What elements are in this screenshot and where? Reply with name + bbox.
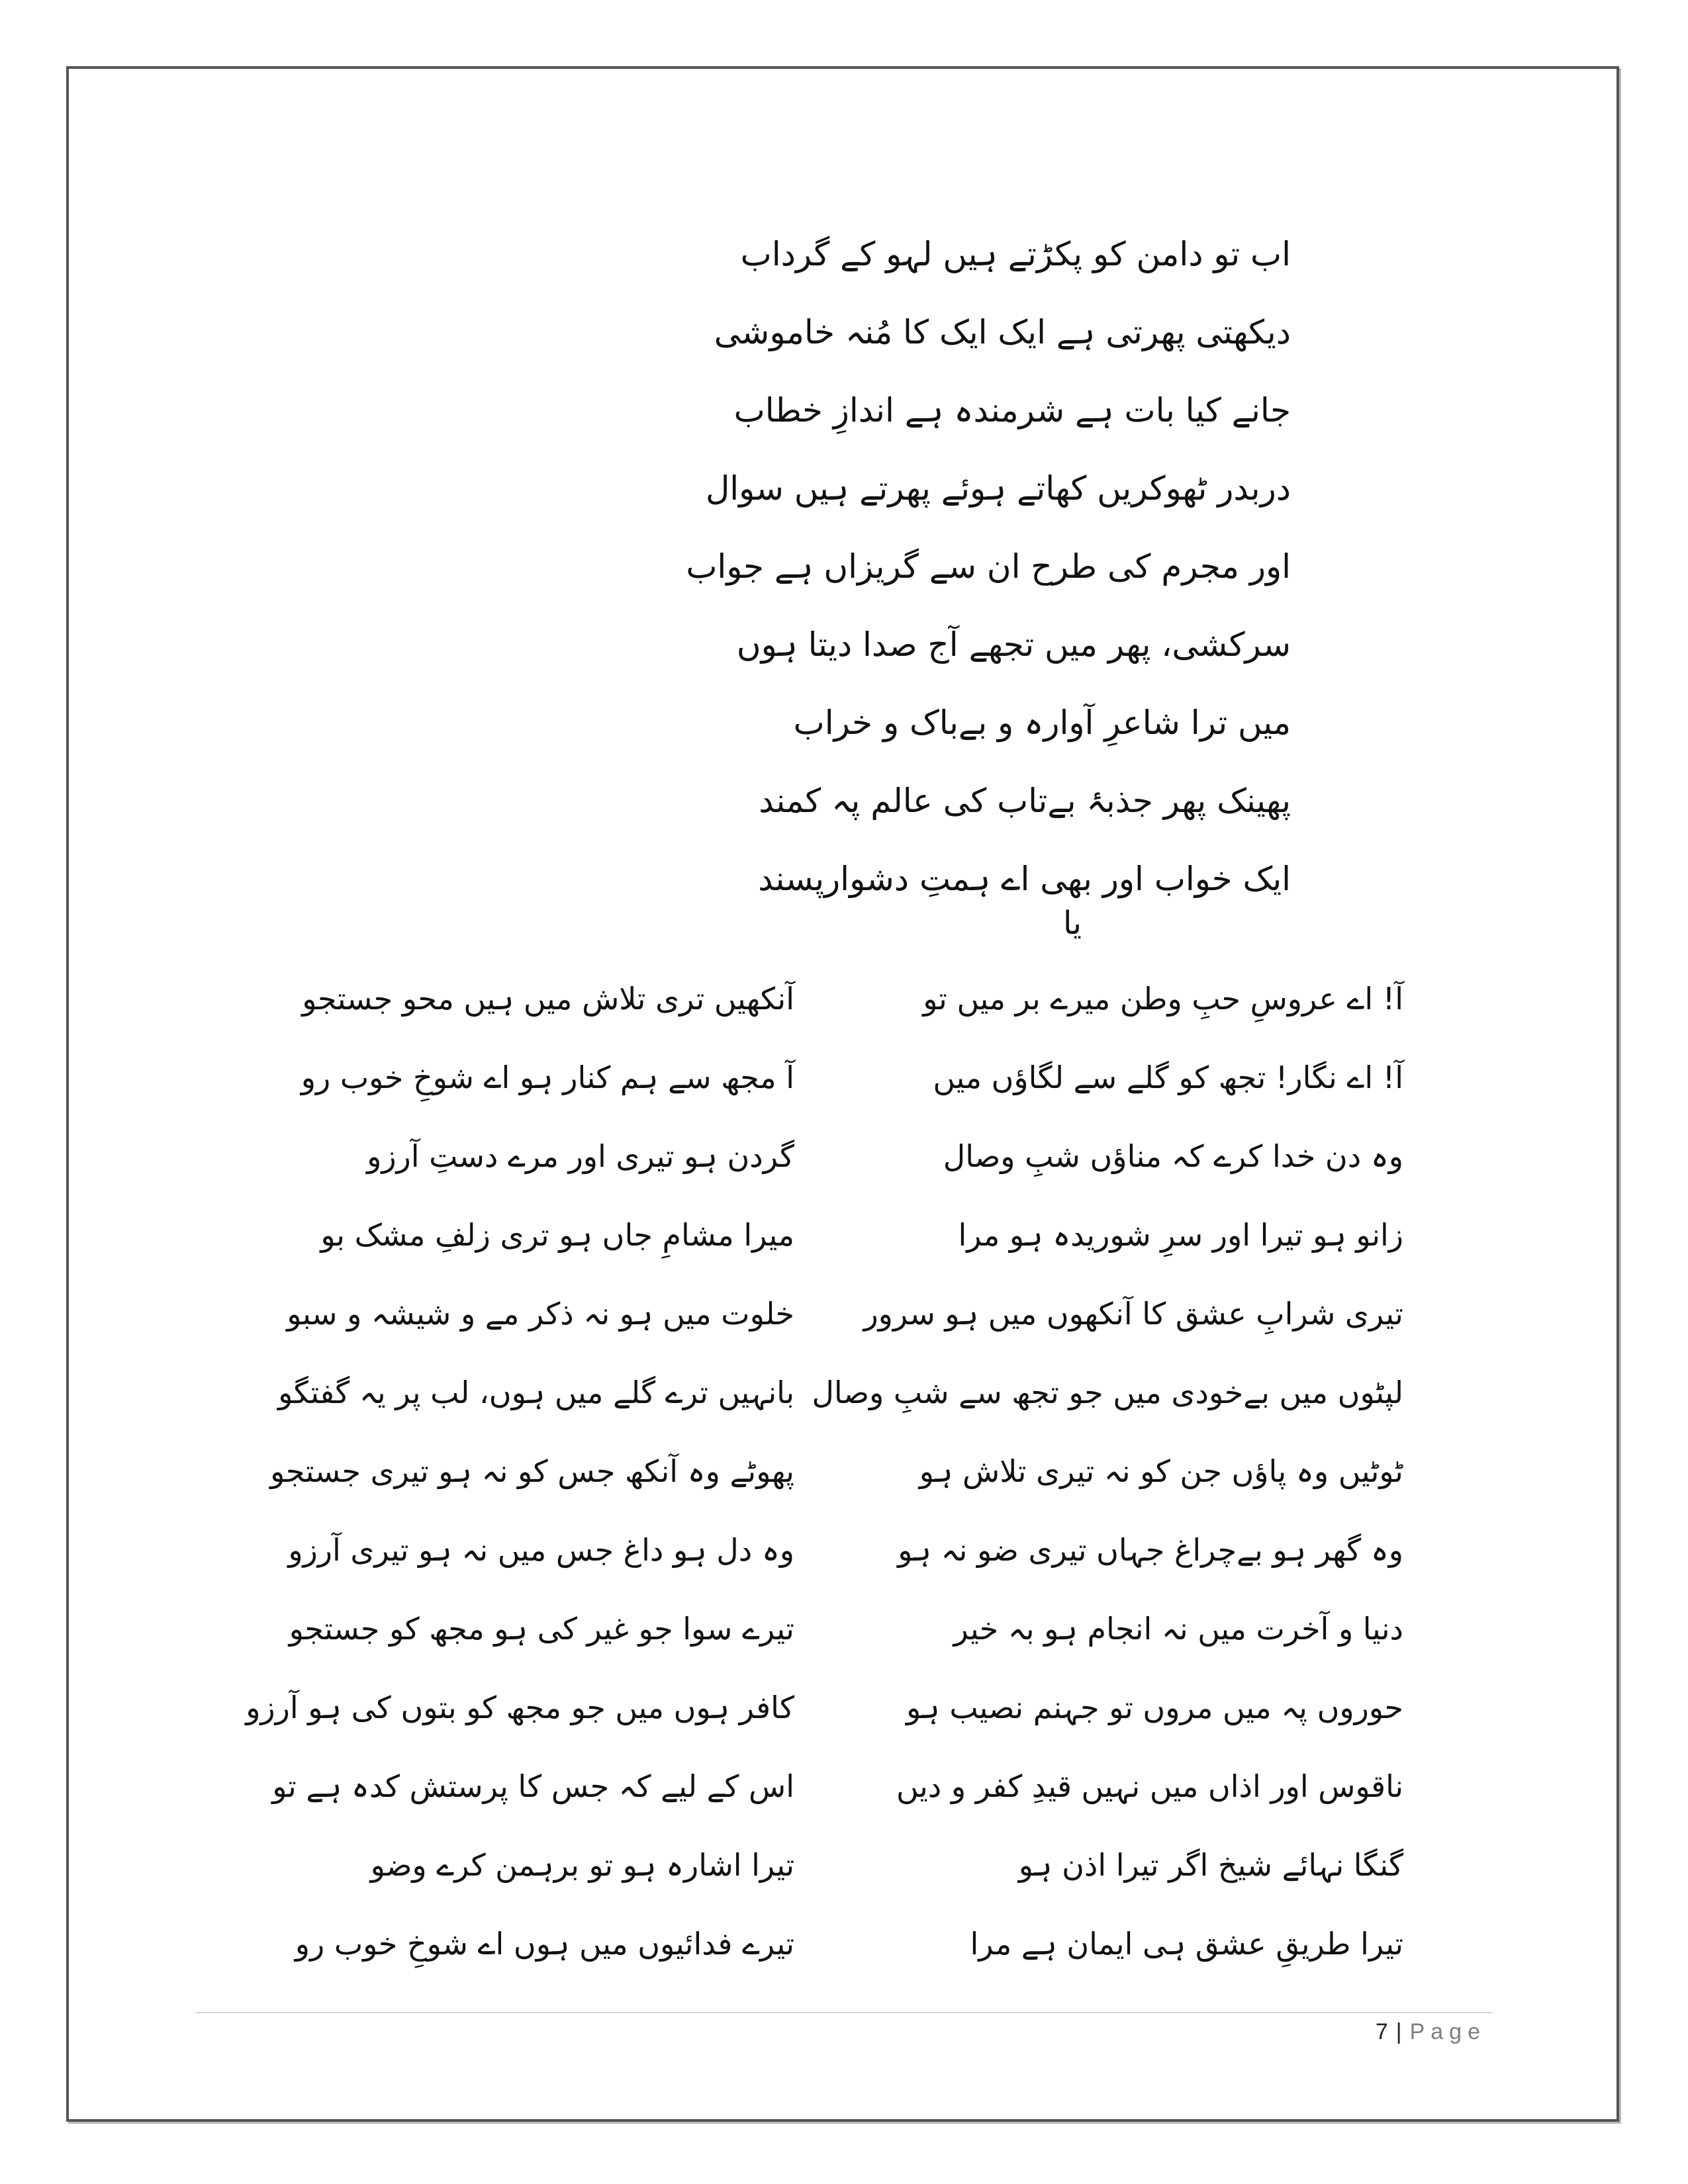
verse-line: میں ترا شاعرِ آوارہ و بےباک و خراب — [793, 704, 1291, 742]
verse-line: اس کے لیے کہ جس کا پرستش کدہ ہے تو — [272, 1768, 794, 1804]
verse-line: کافر ہوں میں جو مجھ کو بتوں کی ہو آرزو — [246, 1690, 794, 1725]
verse-line: تیرے سوا جو غیر کی ہو مجھ کو جستجو — [289, 1611, 794, 1647]
top-stanza — [629, 215, 1291, 918]
verse-line: دربدر ٹھوکریں کھاتے ہوئے پھرتے ہیں سوال — [705, 469, 1291, 508]
verse-line: پھوٹے وہ آنکھ جس کو نہ ہو تیری جستجو — [270, 1453, 794, 1489]
verse-line: آ مجھ سے ہم کنار ہو اے شوخِ خوب رو — [301, 1060, 794, 1095]
verse-line: تیرا اشارہ ہو تو برہمن کرے وضو — [370, 1847, 794, 1883]
verse-line: دیکھتی پھرتی ہے ایک ایک کا مُنہ خاموشی — [714, 313, 1291, 351]
verse-line: وہ دل ہو داغ جس میں نہ ہو تیری آرزو — [288, 1532, 794, 1568]
verse-line: ٹوٹیں وہ پاؤں جن کو نہ تیری تلاش ہو — [919, 1453, 1403, 1489]
verse-line: میرا مشامِ جاں ہو تری زلفِ مشک بو — [320, 1217, 794, 1253]
verse-line: جانے کیا بات ہے شرمندہ ہے اندازِ خطاب — [733, 391, 1291, 430]
verse-line: اب تو دامن کو پکڑتے ہیں لہو کے گرداب — [740, 235, 1291, 273]
verse-line: گنگا نہائے شیخ اگر تیرا اذن ہو — [1018, 1847, 1403, 1883]
verse-line: تیرا طریقِ عشق ہی ایمان ہے مرا — [970, 1926, 1403, 1962]
verse-line: لپٹوں میں بےخودی میں جو تجھ سے شبِ وصال — [812, 1375, 1403, 1410]
verse-line: آ! اے نگار! تجھ کو گلے سے لگاؤں میں — [933, 1060, 1403, 1095]
verse-line: اور مجرم کی طرح ان سے گریزاں ہے جواب — [686, 547, 1291, 586]
page-footer — [1376, 2012, 1486, 2052]
stanza-separator: یا — [1063, 905, 1082, 942]
verse-line: بانہیں ترے گلے میں ہوں، لب پر یہ گفتگو — [278, 1375, 794, 1410]
verse-line: گردن ہو تیری اور مرے دستِ آرزو — [367, 1138, 794, 1174]
verse-line: تیرے فدائیوں میں ہوں اے شوخِ خوب رو — [295, 1926, 794, 1962]
verse-line: آ! اے عروسِ حبِ وطن میرے بر میں تو — [923, 981, 1403, 1017]
verse-line: آنکھیں تری تلاش میں ہیں محو جستجو — [302, 981, 794, 1017]
verse-line: ایک خواب اور بھی اے ہمتِ دشوارپسند — [758, 860, 1291, 898]
page-number: 7 — [1375, 2019, 1388, 2044]
verse-line: پھینک پھر جذبۂ بےتاب کی عالم پہ کمند — [759, 782, 1291, 820]
verse-line: تیری شرابِ عشق کا آنکھوں میں ہو سرور — [863, 1296, 1403, 1332]
verse-line: دنیا و آخرت میں نہ انجام ہو بہ خیر — [953, 1611, 1403, 1647]
verse-line: وہ دن خدا کرے کہ مناؤں شبِ وصال — [943, 1138, 1403, 1174]
footer-divider — [195, 2012, 1493, 2013]
verse-line: خلوت میں ہو نہ ذکر مے و شیشہ و سبو — [287, 1296, 794, 1332]
verse-line: سرکشی، پھر میں تجھے آج صدا دیتا ہوں — [736, 625, 1291, 664]
verse-column-left — [246, 960, 794, 1983]
page-label: Page — [1409, 2019, 1486, 2044]
verse-column-right — [812, 960, 1403, 1983]
verse-line: حوروں پہ میں مروں تو جہنم نصیب ہو — [906, 1690, 1403, 1725]
verse-line: ناقوس اور اذاں میں نہیں قیدِ کفر و دیں — [896, 1768, 1403, 1804]
verse-line: زانو ہو تیرا اور سرِ شوریدہ ہو مرا — [958, 1217, 1403, 1253]
footer-separator: | — [1395, 2019, 1402, 2044]
verse-line: وہ گھر ہو بےچراغ جہاں تیری ضو نہ ہو — [898, 1532, 1403, 1568]
